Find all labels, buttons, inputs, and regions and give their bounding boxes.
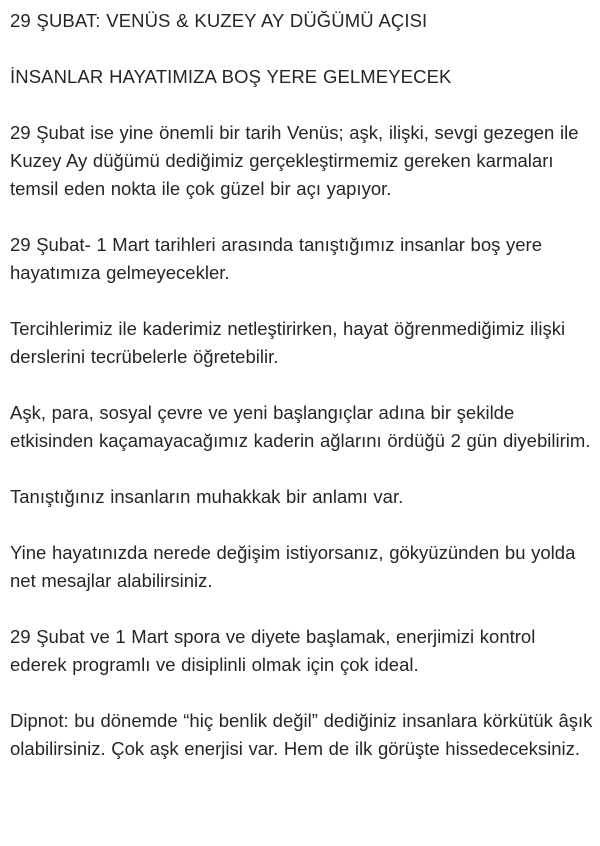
- paragraph: 29 Şubat ise yine önemli bir tarih Venüs; aşk, ilişki, sevgi gezegen ile Kuzey Ay düğümü dediğimiz gerçekleştirmemiz gereken karmaları temsil eden nokta ile çok güzel bir açı yapıyor.: [10, 122, 579, 199]
- paragraph: Aşk, para, sosyal çevre ve yeni başlangıçlar adına bir şekilde etkisinden kaçamayacağımız kaderin ağlarını ördüğü 2 gün diyebilirim.: [10, 402, 591, 451]
- paragraph: Tercihlerimiz ile kaderimiz netleştirirken, hayat öğrenmediğimiz ilişki derslerini tecrübelerle öğretebilir.: [10, 318, 566, 367]
- document-title: 29 ŞUBAT: VENÜS & KUZEY AY DÜĞÜMÜ AÇISI: [10, 10, 428, 31]
- paragraph: 29 Şubat- 1 Mart tarihleri arasında tanıştığımız insanlar boş yere hayatımıza gelmeyecekler.: [10, 234, 543, 283]
- document-subtitle: İNSANLAR HAYATIMIZA BOŞ YERE GELMEYECEK: [10, 66, 452, 87]
- paragraph: 29 Şubat ve 1 Mart spora ve diyete başlamak, enerjimizi kontrol ederek programlı ve disiplinli olmak için çok ideal.: [10, 626, 536, 675]
- document-body: [10, 7, 595, 763]
- paragraph: Dipnot: bu dönemde “hiç benlik değil” dediğiniz insanlara körkütük âşık olabilirsiniz. Çok aşk enerjisi var. Hem de ilk görüşte hissedeceksiniz.: [10, 710, 593, 759]
- paragraph: Tanıştığınız insanların muhakkak bir anlamı var.: [10, 486, 404, 507]
- paragraph: Yine hayatınızda nerede değişim istiyorsanız, gökyüzünden bu yolda net mesajlar alabilirsiniz.: [10, 542, 576, 591]
